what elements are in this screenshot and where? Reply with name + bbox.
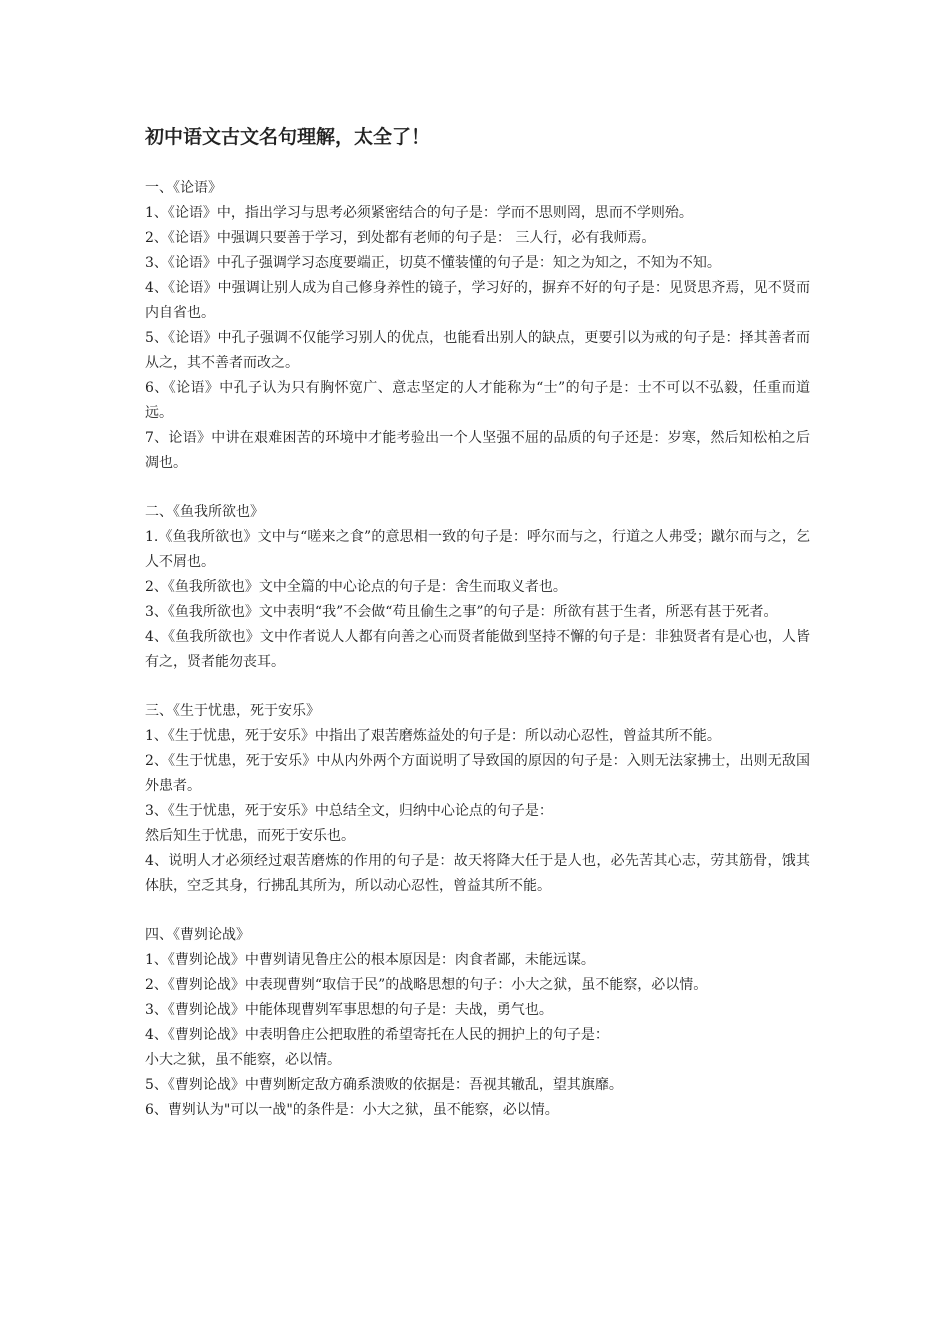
section-heading: 三、《生于忧患，死于安乐》 xyxy=(145,703,320,719)
list-item: 4、《论语》中强调让别人成为自己修身养性的镜子，学习好的，摒弃不好的句子是：见贤思齐焉，见不贤而内自省也。 xyxy=(145,280,810,321)
list-item: 然后知生于忧患，而死于安乐也。 xyxy=(145,828,355,844)
list-item: 2、《论语》中强调只要善于学习，到处都有老师的句子是： 三人行，必有我师焉。 xyxy=(145,230,656,246)
list-item: 4、说明人才必须经过艰苦磨炼的作用的句子是：故天将降大任于是人也，必先苦其心志，劳其筋骨，饿其体肤，空乏其身，行拂乱其所为，所以动心忍性，曾益其所不能。 xyxy=(145,853,810,894)
list-item: 4、《鱼我所欲也》文中作者说人人都有向善之心而贤者能做到坚持不懈的句子是：非独贤者有是心也，人皆有之，贤者能勿丧耳。 xyxy=(145,629,810,670)
list-item: 5、《论语》中孔子强调不仅能学习别人的优点，也能看出别人的缺点，更要引以为戒的句子是：择其善者而从之，其不善者而改之。 xyxy=(145,330,810,371)
list-item: 2、《鱼我所欲也》文中全篇的中心论点的句子是：舍生而取义者也。 xyxy=(145,579,567,595)
section-lunyu xyxy=(145,176,810,476)
section-heading: 四、《曹刿论战》 xyxy=(145,927,250,943)
list-item: 5、《曹刿论战》中曹刿断定敌方确系溃败的依据是：吾视其辙乱，望其旗靡。 xyxy=(145,1077,623,1093)
section-yuwosuoyuye xyxy=(145,500,810,675)
list-item: 4、《曹刿论战》中表明鲁庄公把取胜的希望寄托在人民的拥护上的句子是： xyxy=(145,1027,609,1043)
list-item: 1.《鱼我所欲也》文中与“嗟来之食”的意思相一致的句子是：呼尔而与之，行道之人弗受；蹴尔而与之，乞人不屑也。 xyxy=(145,529,810,570)
list-item: 3、《论语》中孔子强调学习态度要端正，切莫不懂装懂的句子是：知之为知之，不知为不知。 xyxy=(145,255,721,271)
list-item: 3、《鱼我所欲也》文中表明“我”不会做“苟且偷生之事”的句子是：所欲有甚于生者，所恶有甚于死者。 xyxy=(145,604,778,620)
list-item: 3、《曹刿论战》中能体现曹刿军事思想的句子是：夫战，勇气也。 xyxy=(145,1002,553,1018)
list-item: 6、曹刿认为"可以一战"的条件是：小大之狱，虽不能察，必以情。 xyxy=(145,1102,559,1118)
list-item: 7、论语》中讲在艰难困苦的环境中才能考验出一个人坚强不屈的品质的句子还是：岁寒，然后知松柏之后凋也。 xyxy=(145,430,810,471)
list-item: 1、《曹刿论战》中曹刿请见鲁庄公的根本原因是：肉食者鄙，未能远谋。 xyxy=(145,952,595,968)
list-item: 6、《论语》中孔子认为只有胸怀宽广、意志坚定的人才能称为“士”的句子是：士不可以不弘毅，任重而道远。 xyxy=(145,380,810,421)
document-page xyxy=(145,124,810,1147)
document-title: 初中语文古文名句理解，太全了！ xyxy=(145,126,431,148)
section-shengyuyouhuan xyxy=(145,699,810,899)
section-caoguilunzhan xyxy=(145,923,810,1123)
list-item: 2、《曹刿论战》中表现曹刿“取信于民”的战略思想的句子：小大之狱，虽不能察，必以情。 xyxy=(145,977,708,993)
section-heading: 一、《论语》 xyxy=(145,180,222,196)
list-item: 1、《生于忧患，死于安乐》中指出了艰苦磨炼益处的句子是：所以动心忍性，曾益其所不能。 xyxy=(145,728,721,744)
list-item: 2、《生于忧患，死于安乐》中从内外两个方面说明了导致国的原因的句子是：入则无法家拂士，出则无敌国外患者。 xyxy=(145,753,810,794)
list-item: 小大之狱，虽不能察，必以情。 xyxy=(145,1052,341,1068)
list-item: 1、《论语》中，指出学习与思考必须紧密结合的句子是：学而不思则罔，思而不学则殆。 xyxy=(145,205,693,221)
section-heading: 二、《鱼我所欲也》 xyxy=(145,504,264,520)
list-item: 3、《生于忧患，死于安乐》中总结全文，归纳中心论点的句子是： xyxy=(145,803,553,819)
